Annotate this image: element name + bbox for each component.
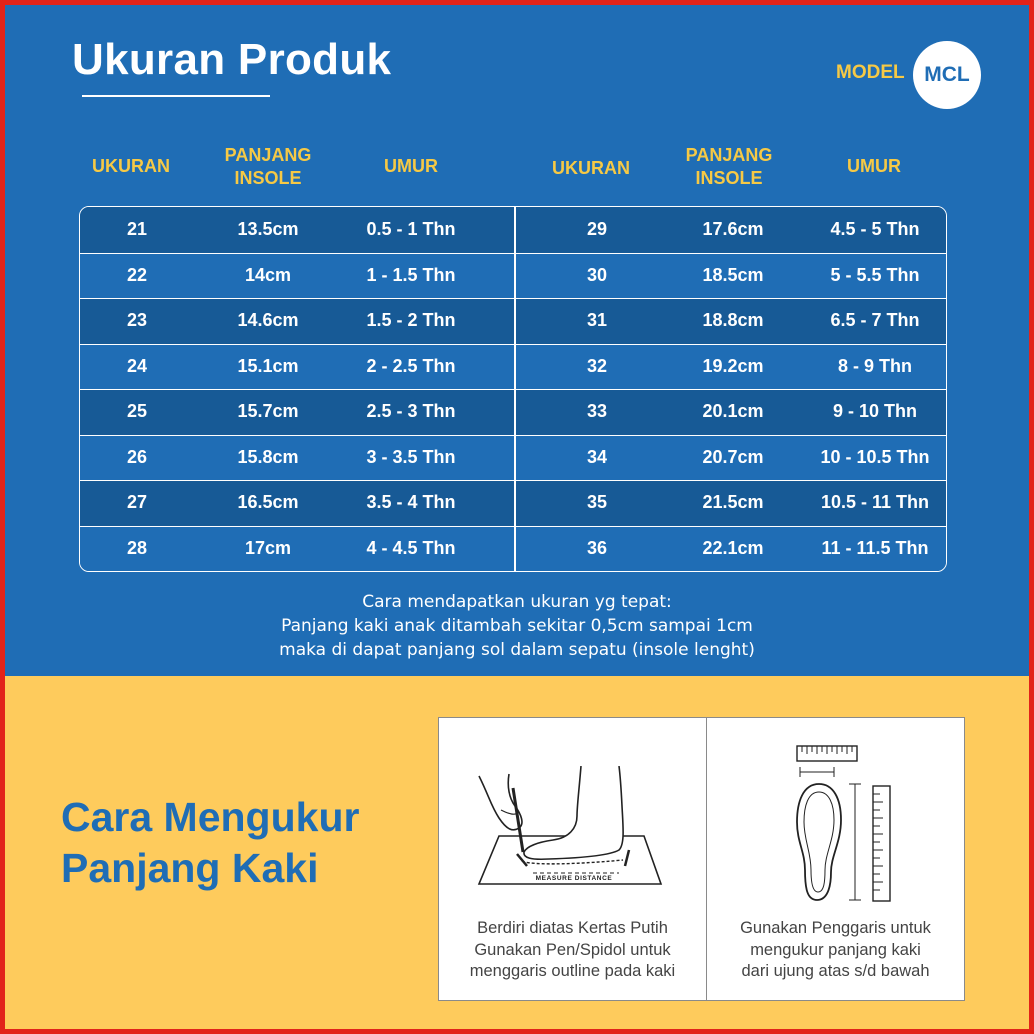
row-divider (80, 298, 946, 299)
header-insole-left: PANJANG INSOLE (224, 145, 312, 188)
cell-right-insole: 22.1cm (702, 537, 764, 558)
how-to-title-line-2: Panjang Kaki (61, 845, 319, 891)
cell-left-insole: 14.6cm (237, 310, 299, 330)
cell-left-size: 26 (126, 446, 148, 467)
size-table (79, 206, 947, 572)
cell-left-age: 3.5 - 4 Thn (366, 492, 456, 512)
cell-right-insole: 20.7cm (702, 446, 764, 467)
cell-right-insole: 19.2cm (702, 355, 764, 376)
cell-left-age: 2.5 - 3 Thn (366, 401, 456, 421)
cell-right-insole: 18.8cm (702, 310, 764, 330)
row-divider (80, 389, 946, 390)
cell-right-age: 9 - 10 Thn (832, 401, 917, 421)
cell-left-insole: 13.5cm (237, 219, 299, 239)
cell-right-size: 30 (586, 264, 608, 285)
cell-left-size: 23 (126, 310, 148, 330)
cell-left-age: 1 - 1.5 Thn (366, 264, 456, 285)
row-divider (80, 253, 946, 254)
row-divider (80, 480, 946, 481)
table-row (80, 298, 946, 344)
hand-drawing-foot-icon (469, 766, 669, 891)
how-to-title (61, 792, 359, 894)
cell-right-age: 8 - 9 Thn (837, 355, 912, 376)
cell-right-size: 36 (586, 537, 608, 558)
note-line-3: maka di dapat panjang sol dalam sepatu (insole lenght) (279, 640, 755, 660)
cell-right-size: 33 (586, 401, 608, 421)
page-title: Ukuran Produk (72, 35, 392, 84)
step-1-line-2: Gunakan Pen/Spidol untuk (474, 940, 671, 959)
cell-right-size: 34 (586, 446, 608, 467)
cell-right-size: 32 (586, 355, 608, 376)
cell-left-size: 24 (126, 355, 148, 376)
cell-left-age: 0.5 - 1 Thn (366, 219, 456, 239)
cell-right-insole: 21.5cm (702, 492, 764, 512)
cell-right-age: 5 - 5.5 Thn (830, 264, 920, 285)
ruler-icon (796, 745, 866, 785)
cell-left-size: 27 (126, 492, 148, 512)
step-2-text (707, 918, 964, 983)
cell-left-size: 21 (126, 219, 148, 239)
title-underline (82, 95, 270, 97)
measure-distance-label: MEASURE DISTANCE (535, 875, 613, 882)
header-size-right: UKURAN (552, 158, 630, 178)
size-note (5, 590, 1029, 662)
table-row (80, 480, 946, 526)
table-row (80, 526, 946, 572)
cell-left-size: 25 (126, 401, 148, 421)
header-age-left: UMUR (384, 156, 438, 176)
cell-left-age: 3 - 3.5 Thn (366, 446, 456, 467)
table-row (80, 344, 946, 390)
model-label: MODEL (836, 62, 905, 83)
cell-left-insole: 15.7cm (237, 401, 299, 421)
cell-right-size: 31 (586, 310, 608, 330)
model-badge: MCL (913, 41, 981, 109)
how-to-title-line-1: Cara Mengukur (61, 794, 360, 840)
step-1-line-3: menggaris outline pada kaki (469, 962, 676, 980)
row-divider (80, 344, 946, 345)
step-2-panel (706, 717, 965, 1001)
cell-right-size: 35 (586, 492, 608, 512)
column-divider (514, 207, 516, 571)
row-divider (80, 435, 946, 436)
cell-left-insole: 14cm (244, 264, 292, 285)
cell-left-age: 4 - 4.5 Thn (366, 537, 456, 558)
cell-right-age: 10 - 10.5 Thn (820, 446, 930, 467)
cell-left-insole: 15.1cm (237, 355, 299, 376)
step-2-line-2: mengukur panjang kaki (750, 940, 921, 959)
cell-right-insole: 17.6cm (702, 219, 764, 239)
header-insole-right: PANJANG INSOLE (685, 145, 773, 188)
table-row (80, 435, 946, 481)
cell-right-insole: 20.1cm (702, 401, 764, 421)
cell-left-age: 2 - 2.5 Thn (366, 355, 456, 376)
step-2-line-1: Gunakan Penggaris untuk (740, 919, 931, 937)
step-1-line-1: Berdiri diatas Kertas Putih (477, 919, 668, 937)
note-line-1: Cara mendapatkan ukuran yg tepat: (362, 592, 672, 612)
note-line-2: Panjang kaki anak ditambah sekitar 0,5cm sampai 1cm (281, 616, 753, 636)
step-2-line-3: dari ujung atas s/d bawah (741, 962, 930, 980)
cell-left-insole: 17cm (244, 537, 292, 558)
cell-left-insole: 16.5cm (237, 492, 299, 512)
cell-left-size: 22 (126, 264, 148, 285)
cell-right-age: 10.5 - 11 Thn (820, 492, 930, 512)
table-row (80, 253, 946, 299)
cell-left-insole: 15.8cm (237, 446, 299, 467)
cell-right-age: 6.5 - 7 Thn (830, 310, 920, 330)
cell-right-size: 29 (586, 219, 608, 239)
cell-left-size: 28 (126, 537, 148, 558)
table-row (80, 389, 946, 435)
table-row (80, 207, 946, 253)
header-size-left: UKURAN (92, 156, 170, 176)
cell-right-insole: 18.5cm (702, 264, 764, 285)
size-chart-section (5, 5, 1029, 676)
step-1-panel (438, 717, 707, 1001)
step-1-text (439, 918, 706, 983)
row-divider (80, 526, 946, 527)
cell-right-age: 11 - 11.5 Thn (821, 537, 929, 558)
cell-right-age: 4.5 - 5 Thn (830, 219, 920, 239)
insole-icon (789, 782, 899, 907)
cell-left-age: 1.5 - 2 Thn (366, 310, 456, 330)
header-age-right: UMUR (847, 156, 901, 176)
